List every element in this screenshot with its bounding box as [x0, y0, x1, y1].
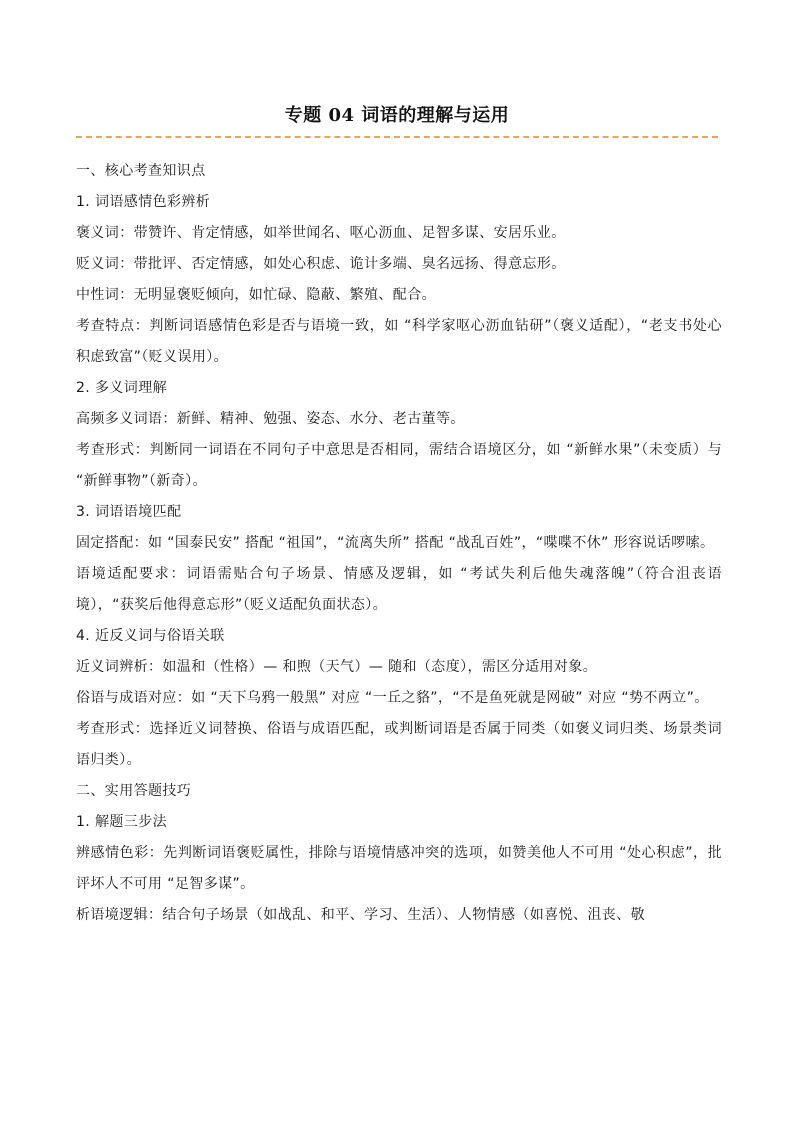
paragraph: 语境适配要求：词语需贴合句子场景、情感及逻辑，如 “考试失利后他失魂落魄”（符合沮丧语境），“获奖后他得意忘形”（贬义适配负面状态）。 — [76, 566, 722, 613]
section-heading: 二、实用答题技巧 — [76, 783, 192, 799]
page-title: 专题 04 词语的理解与运用 — [284, 105, 510, 126]
paragraph: 考查特点：判断词语感情色彩是否与语境一致，如 “科学家呕心沥血钻研”（褒义适配），“老支书处心积虑致富”（贬义误用）。 — [76, 318, 722, 365]
paragraph: 考查形式：选择近义词替换、俗语与成语匹配，或判断词语是否属于同类（如褒义词归类、场景类词语归类）。 — [76, 721, 722, 768]
subsection-heading: 1. 解题三步法 — [76, 814, 168, 830]
paragraph: 中性词：无明显褒贬倾向，如忙碌、隐蔽、繁殖、配合。 — [76, 287, 436, 303]
paragraph: 贬义词：带批评、否定情感，如处心积虑、诡计多端、臭名远扬、得意忘形。 — [76, 256, 566, 272]
paragraph: 考查形式：判断同一词语在不同句子中意思是否相同，需结合语境区分，如 “新鲜水果”（未变质）与 “新鲜事物”（新奇）。 — [76, 442, 722, 489]
paragraph: 辨感情色彩：先判断词语褒贬属性，排除与语境情感冲突的选项，如赞美他人不可用 “处心积虑”，批评坏人不可用 “足智多谋”。 — [76, 845, 722, 892]
paragraph: 固定搭配：如 “国泰民安” 搭配 “祖国”，“流离失所” 搭配 “战乱百姓”，“喋喋不休” 形容说话啰嗦。 — [76, 535, 715, 551]
section-heading: 一、核心考查知识点 — [76, 163, 206, 179]
paragraph: 俗语与成语对应：如 “天下乌鸦一般黑” 对应 “一丘之貉”，“不是鱼死就是网破” 对应 “势不两立”。 — [76, 690, 709, 706]
subsection-heading: 4. 近反义词与俗语关联 — [76, 628, 225, 644]
document-body — [76, 156, 722, 931]
subsection-heading: 2. 多义词理解 — [76, 380, 168, 396]
title-divider — [76, 136, 718, 138]
paragraph: 褒义词：带赞许、肯定情感，如举世闻名、呕心沥血、足智多谋、安居乐业。 — [76, 225, 566, 241]
subsection-heading: 3. 词语语境匹配 — [76, 504, 182, 520]
paragraph: 高频多义词语：新鲜、精神、勉强、姿态、水分、老古董等。 — [76, 411, 465, 427]
paragraph: 近义词辨析：如温和（性格）— 和煦（天气）— 随和（态度），需区分适用对象。 — [76, 659, 598, 675]
subsection-heading: 1. 词语感情色彩辨析 — [76, 194, 211, 210]
paragraph: 析语境逻辑：结合句子场景（如战乱、和平、学习、生活）、人物情感（如喜悦、沮丧、敬 — [76, 907, 645, 923]
